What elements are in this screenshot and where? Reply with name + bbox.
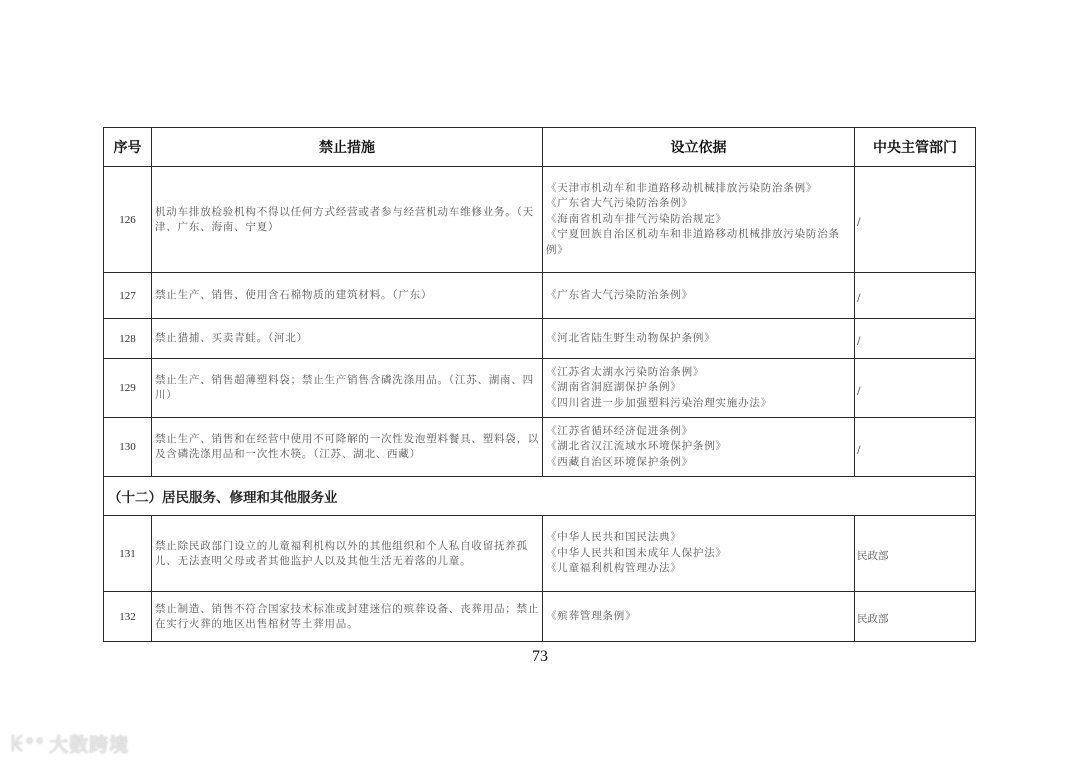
measure-cell bbox=[152, 418, 543, 477]
watermark-text: 大数跨境 bbox=[49, 734, 130, 756]
dept-cell bbox=[855, 167, 976, 273]
table-row bbox=[104, 319, 976, 359]
row-number: 127 bbox=[104, 273, 152, 319]
basis-item: 《殡葬管理条例》 bbox=[546, 609, 637, 622]
basis-item: 《湖北省汉江流域水环境保护条例》 bbox=[546, 440, 727, 453]
table-row bbox=[104, 167, 976, 273]
basis-item: 《中华人民共和国未成年人保护法》 bbox=[546, 546, 727, 559]
measure-text: 禁止制造、销售不符合国家技术标准或封建迷信的殡葬设备、丧葬用品；禁止在实行火葬的地区出售棺材等土葬用品。 bbox=[155, 602, 540, 630]
row-number: 131 bbox=[104, 516, 152, 592]
row-number: 129 bbox=[104, 359, 152, 418]
header-basis: 设立依据 bbox=[543, 128, 855, 167]
dept-cell bbox=[855, 516, 976, 592]
dept-text: / bbox=[857, 335, 861, 347]
watermark bbox=[10, 730, 129, 757]
dept-text: / bbox=[857, 292, 861, 304]
table-row bbox=[104, 273, 976, 319]
basis-item: 《宁夏回族自治区机动车和非道路移动机械排放污染防治条例》 bbox=[546, 228, 840, 256]
measure-cell bbox=[152, 359, 543, 418]
measure-cell bbox=[152, 592, 543, 642]
basis-cell bbox=[543, 592, 855, 642]
row-number: 130 bbox=[104, 418, 152, 477]
measure-cell bbox=[152, 516, 543, 592]
basis-item: 《江苏省循环经济促进条例》 bbox=[546, 424, 693, 437]
basis-item: 《西藏自治区环境保护条例》 bbox=[546, 455, 693, 468]
table-row bbox=[104, 516, 976, 592]
measure-text: 机动车排放检验机构不得以任何方式经营或者参与经营机动车维修业务。（天津、广东、海南、宁夏） bbox=[155, 205, 534, 233]
dept-cell bbox=[855, 359, 976, 418]
page-number: 73 bbox=[532, 648, 548, 665]
dept-text: / bbox=[857, 384, 861, 397]
row-number: 128 bbox=[104, 319, 152, 359]
watermark-logo-icon: ꀘ°° bbox=[10, 735, 46, 756]
dept-text: / bbox=[857, 216, 861, 228]
table-row bbox=[104, 359, 976, 418]
basis-cell bbox=[543, 319, 855, 359]
header-measure: 禁止措施 bbox=[152, 128, 543, 167]
measure-cell bbox=[152, 167, 543, 273]
basis-item: 《广东省大气污染防治条例》 bbox=[546, 288, 693, 301]
section-title: （十二）居民服务、修理和其他服务业 bbox=[104, 477, 976, 516]
header-dept: 中央主管部门 bbox=[855, 128, 976, 167]
dept-cell bbox=[855, 592, 976, 642]
basis-item: 《天津市机动车和非道路移动机械排放污染防治条例》 bbox=[546, 181, 818, 194]
basis-cell bbox=[543, 273, 855, 319]
basis-item: 《海南省机动车排气污染防治规定》 bbox=[546, 212, 727, 225]
measure-cell bbox=[152, 319, 543, 359]
measure-text: 禁止生产、销售、使用含石棉物质的建筑材料。（广东） bbox=[155, 289, 433, 301]
basis-item: 《儿童福利机构管理办法》 bbox=[546, 562, 682, 575]
basis-item: 《江苏省太湖水污染防治条例》 bbox=[546, 365, 705, 378]
dept-cell bbox=[855, 418, 976, 477]
measure-text: 禁止猎捕、买卖青蛙。（河北） bbox=[155, 332, 308, 344]
measure-text: 禁止生产、销售超薄塑料袋；禁止生产销售含磷洗涤用品。（江苏、湖南、四川） bbox=[155, 374, 534, 401]
table-row bbox=[104, 592, 976, 642]
basis-cell bbox=[543, 167, 855, 273]
basis-item: 《广东省大气污染防治条例》 bbox=[546, 197, 693, 210]
dept-cell bbox=[855, 273, 976, 319]
basis-cell bbox=[543, 516, 855, 592]
basis-item: 《四川省进一步加强塑料污染治理实施办法》 bbox=[546, 396, 772, 409]
basis-cell bbox=[543, 359, 855, 418]
basis-item: 《河北省陆生野生动物保护条例》 bbox=[546, 331, 716, 344]
measure-text: 禁止除民政部门设立的儿童福利机构以外的其他组织和个人私自收留抚养孤儿、无法查明父母或者其他监护人以及其他生活无着落的儿童。 bbox=[155, 539, 528, 567]
header-no: 序号 bbox=[104, 128, 152, 167]
basis-item: 《湖南省洞庭湖保护条例》 bbox=[546, 381, 682, 394]
regulation-table bbox=[103, 127, 976, 642]
dept-text: 民政部 bbox=[857, 613, 889, 625]
dept-cell bbox=[855, 319, 976, 359]
row-number: 126 bbox=[104, 167, 152, 273]
row-number: 132 bbox=[104, 592, 152, 642]
dept-text: / bbox=[857, 443, 861, 456]
dept-text: 民政部 bbox=[857, 550, 889, 562]
basis-item: 《中华人民共和国民法典》 bbox=[546, 531, 682, 544]
table-row bbox=[104, 418, 976, 477]
measure-cell bbox=[152, 273, 543, 319]
measure-text: 禁止生产、销售和在经营中使用不可降解的一次性发泡塑料餐具、塑料袋，以及含磷洗涤用品和一次性木筷。（江苏、湖北、西藏） bbox=[155, 433, 540, 460]
table-header-row bbox=[104, 128, 976, 167]
basis-cell bbox=[543, 418, 855, 477]
section-header-row bbox=[104, 477, 976, 516]
